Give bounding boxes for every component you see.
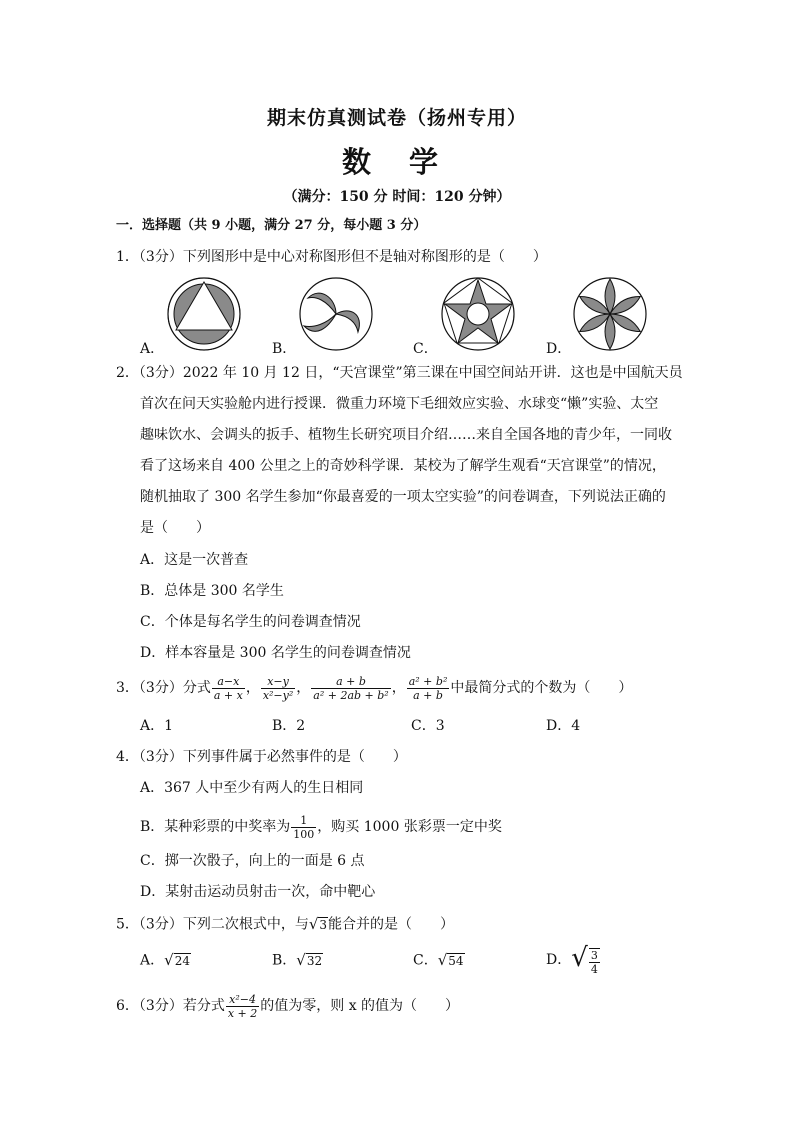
q4-option-b: B．某种彩票的中奖率为 $\frac{1}{100}$ ，购买 1000 张彩票一定中奖 <box>140 813 502 841</box>
q3-fraction-3: $\frac{a + b}{\text{a² + 2ab + b²}}$ <box>313 674 389 702</box>
q5-option-b: B．√32 <box>272 951 323 969</box>
q2-line-2: 首次在问天实验舱内进行授课．微重力环境下毛细效应实验、水球变“懒”实验、太空 <box>140 396 659 412</box>
q1-label-d: D． <box>546 341 572 357</box>
section-heading: 一．选择题（共 9 小题，满分 27 分，每小题 3 分） <box>116 218 427 233</box>
q6-fraction: $\frac{\text{x²−4}}{x + 2}$ <box>227 992 258 1020</box>
q5-root-3: √3 <box>308 915 328 933</box>
exam-subject: 数 学 <box>341 145 453 179</box>
exam-info: （满分：150 分 时间：120 分钟） <box>283 189 511 205</box>
q6-stem: 6．（3分）若分式 $\frac{\text{x²−4}}{x + 2}$ 的值为零，则 x 的值为（ ） <box>116 992 460 1020</box>
q3-prefix: 3．（3分）分式 <box>116 680 211 696</box>
q5-option-a: A．√24 <box>140 951 190 969</box>
q1-stem: 1．（3分）下列图形中是中心对称图形但不是轴对称图形的是（ ） <box>116 249 547 265</box>
q2-line-1: 2．（3分）2022 年 10 月 12 日，“天宫课堂”第三课在中国空间站开讲．这也是中国航天员 <box>116 365 683 381</box>
q3-fraction-1: $\frac{a-x}{a + x}$ <box>213 674 243 702</box>
q4-stem: 4．（3分）下列事件属于必然事件的是（ ） <box>116 749 407 765</box>
q1-label-c: C． <box>413 341 438 357</box>
q2-line-5: 随机抽取了 300 名学生参加“你最喜爱的一项太空实验”的问卷调查，下列说法正确的 <box>140 489 666 505</box>
q3-option-b: B．2 <box>272 718 306 734</box>
q3-suffix: 中最简分式的个数为（ ） <box>450 680 633 696</box>
q2-line-3: 趣味饮水、会调头的扳手、植物生长研究项目介绍……来自全国各地的青少年，一同收 <box>140 427 672 443</box>
q1-label-a: A． <box>140 341 165 357</box>
q4-option-a: A．367 人中至少有两人的生日相同 <box>140 780 364 796</box>
q2-line-4: 看了这场来自 400 公里之上的奇妙科学课．某校为了解学生观看“天宫课堂”的情况， <box>140 458 666 474</box>
q3-fraction-4: $\frac{\text{a² + b²}}{a + b}$ <box>408 674 448 702</box>
q4-option-d: D．某射击运动员射击一次，命中靶心 <box>140 884 376 900</box>
q5-stem: 5．（3分）下列二次根式中，与√3能合并的是（ ） <box>116 915 455 933</box>
q2-line-6: 是（ ） <box>140 520 210 536</box>
q3-option-d: D．4 <box>546 718 581 734</box>
q2-option-a: A．这是一次普查 <box>140 552 249 568</box>
q3-fraction-2: $\frac{x-y}{\text{x²−y²}}$ <box>262 674 294 702</box>
q3-option-c: C．3 <box>411 718 445 734</box>
q2-option-d: D．样本容量是 300 名学生的问卷调查情况 <box>140 645 411 661</box>
q3-stem: 3．（3分）分式 $\frac{a-x}{a + x}$ ， $\frac{x-y}{\text{x²−y²}}$ ， $\frac{a + b}{\text{a² + 2ab + b²}}$ ， $\frac{\text{a² + b²}}{a + b}$ 中最简分式的个数为（ ） <box>116 674 633 702</box>
figure-a-circle-triangle <box>166 276 242 352</box>
q4-option-c: C．掷一次骰子，向上的一面是 6 点 <box>140 853 365 869</box>
q4-fraction: $\frac{1}{100}$ <box>293 813 315 841</box>
exam-title: 期末仿真测试卷（扬州专用） <box>266 107 527 129</box>
q5-option-c: C．√54 <box>413 951 464 969</box>
q1-label-b: B． <box>272 341 297 357</box>
q2-option-c: C．个体是每名学生的问卷调查情况 <box>140 614 361 630</box>
figure-b-three-swirls <box>298 276 374 352</box>
q3-option-a: A．1 <box>140 718 174 734</box>
q5-option-d: D．√ $\frac{3}{4}$ <box>546 943 598 976</box>
q2-option-b: B．总体是 300 名学生 <box>140 583 284 599</box>
figure-d-flower <box>572 276 648 352</box>
figure-c-star-pentagon <box>440 276 516 352</box>
